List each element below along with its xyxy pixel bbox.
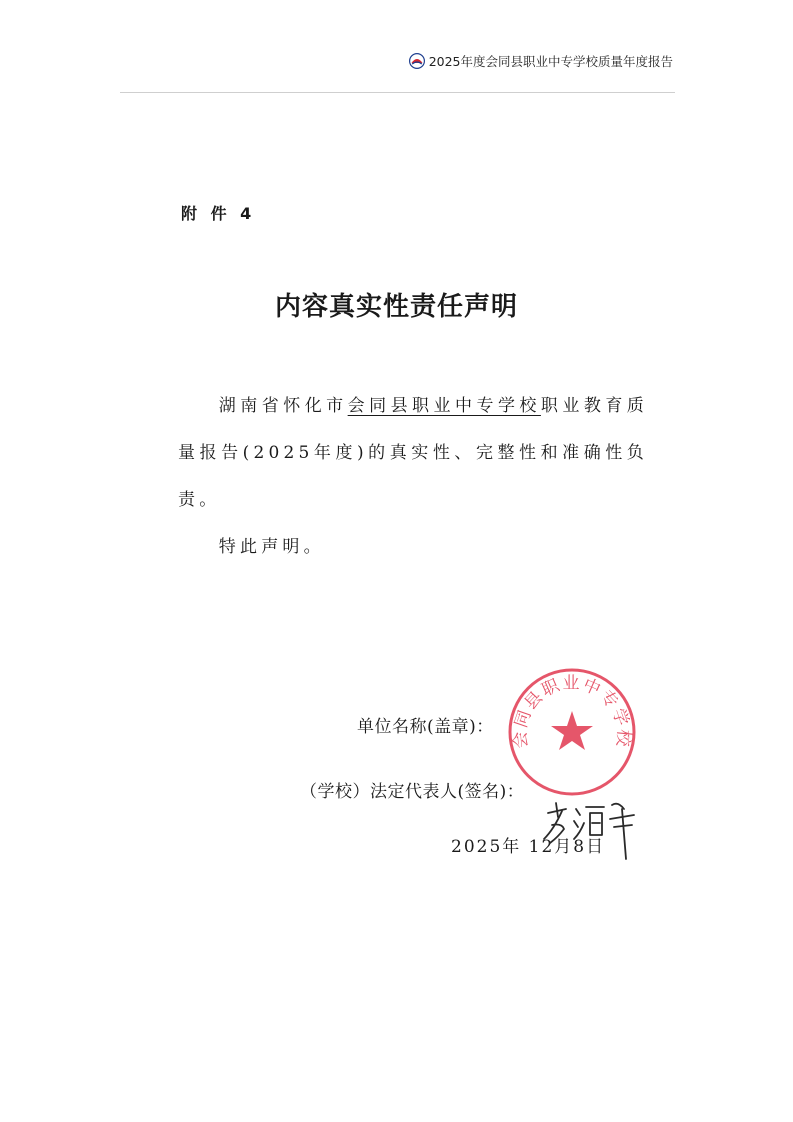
official-seal xyxy=(506,666,638,798)
statement-suffix: 职业教育质量报告(2025年度)的真实性、完整性和准确性负责。 xyxy=(178,396,648,510)
statement-prefix: 湖南省怀化市 xyxy=(218,396,348,416)
document-title: 内容真实性责任声明 xyxy=(274,292,518,322)
school-logo-icon xyxy=(409,53,425,69)
signature-date: 2025年 12月8日 xyxy=(451,837,606,857)
statement-paragraph xyxy=(178,383,648,524)
attachment-label: 附 件 4 xyxy=(181,204,256,223)
seal-text: 会同县职业中专学校 xyxy=(510,673,634,750)
page-header xyxy=(409,52,673,70)
school-name: 会同县职业中专学校 xyxy=(347,396,541,416)
header-divider xyxy=(120,92,675,93)
handwritten-signature xyxy=(540,795,640,865)
red-star-icon xyxy=(551,711,593,750)
header-title: 2025年度会同县职业中专学校质量年度报告 xyxy=(428,54,673,69)
representative-label: （学校）法定代表人(签名)： xyxy=(300,782,525,802)
statement-body xyxy=(178,383,648,571)
statement-closing: 特此声明。 xyxy=(218,537,325,557)
unit-name-label: 单位名称(盖章)： xyxy=(357,717,494,737)
